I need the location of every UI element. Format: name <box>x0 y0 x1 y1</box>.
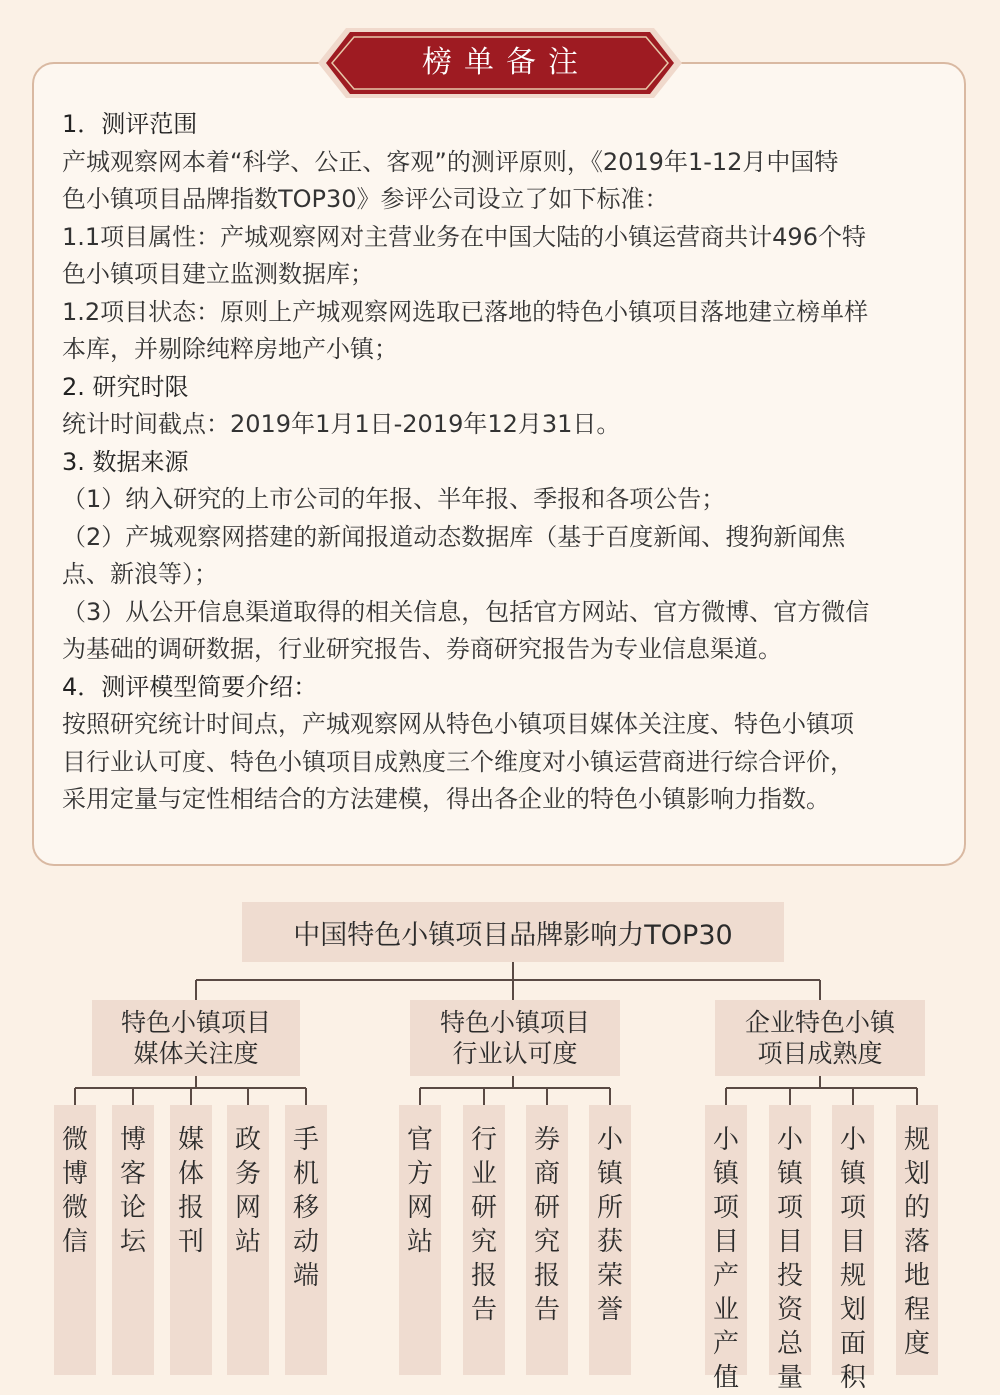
notes-line: （1）纳入研究的上市公司的年报、半年报、季报和各项公告； <box>62 485 726 513</box>
notes-line: （3）从公开信息渠道取得的相关信息，包括官方网站、官方微博、官方微信 <box>62 597 870 626</box>
leaf-label: 媒体报刊 <box>178 1125 205 1257</box>
category-label-line2: 行业认可度 <box>452 1039 578 1068</box>
notes-line: 采用定量与定性相结合的方法建模，得出各企业的特色小镇影响力指数。 <box>62 785 830 813</box>
root-node: 中国特色小镇项目品牌影响力TOP30 <box>242 902 784 962</box>
notes-line: 2. 研究时限 <box>62 372 189 401</box>
leaf-label: 小镇项目投资总量 <box>777 1125 804 1393</box>
banner-title: 榜单备注 <box>422 45 590 80</box>
leaf-label: 券商研究报告 <box>534 1125 561 1325</box>
leaf-label: 政务网站 <box>235 1125 262 1257</box>
category-label-line1: 特色小镇项目 <box>439 1008 590 1037</box>
leaf-label: 小镇项目产业产值 <box>713 1125 740 1393</box>
notes-line: 目行业认可度、特色小镇项目成熟度三个维度对小镇运营商进行综合评价， <box>62 747 854 776</box>
notes-line: 1.1项目属性：产城观察网对主营业务在中国大陆的小镇运营商共计496个特 <box>62 222 866 251</box>
leaf-node <box>589 1105 631 1375</box>
notes-line: 1.2项目状态：原则上产城观察网选取已落地的特色小镇项目落地建立榜单样 <box>62 297 869 326</box>
notes-line: （2）产城观察网搭建的新闻报道动态数据库（基于百度新闻、搜狗新闻焦 <box>62 522 846 551</box>
leaf-label: 微博微信 <box>62 1125 89 1257</box>
notes-line: 本库，并剔除纯粹房地产小镇； <box>62 335 398 363</box>
leaf-node <box>170 1105 212 1375</box>
leaf-label: 官方网站 <box>407 1125 434 1257</box>
leaf-node <box>896 1105 938 1375</box>
leaf-label: 小镇项目规划面积 <box>840 1125 867 1393</box>
category-label-line1: 特色小镇项目 <box>120 1008 271 1037</box>
leaf-label: 博客论坛 <box>120 1125 147 1257</box>
notes-line: 色小镇项目建立监测数据库； <box>62 260 374 288</box>
category-label-line1: 企业特色小镇 <box>744 1008 895 1037</box>
leaf-label: 手机移动端 <box>293 1125 320 1291</box>
leaf-node <box>705 1105 747 1393</box>
leaf-label: 小镇所获荣誉 <box>597 1125 624 1325</box>
notes-line: 4．测评模型简要介绍： <box>62 672 318 701</box>
category-node-industry-recognition <box>410 1000 620 1076</box>
leaf-node <box>769 1105 811 1393</box>
leaf-node <box>399 1105 441 1375</box>
notes-body <box>62 106 942 819</box>
notes-line: 3. 数据来源 <box>62 447 189 476</box>
leaf-node <box>285 1105 327 1375</box>
notes-line: 1．测评范围 <box>62 110 198 138</box>
notes-line: 按照研究统计时间点，产城观察网从特色小镇项目媒体关注度、特色小镇项 <box>62 710 854 738</box>
leaf-node <box>112 1105 154 1375</box>
leaf-node <box>227 1105 269 1375</box>
hierarchy-diagram <box>0 880 1000 1395</box>
leaf-node <box>54 1105 96 1375</box>
notes-line: 点、新浪等）； <box>62 560 218 588</box>
leaf-node <box>832 1105 874 1393</box>
category-node-media-attention <box>92 1000 300 1076</box>
notes-line: 为基础的调研数据，行业研究报告、券商研究报告为专业信息渠道。 <box>62 635 782 663</box>
banner <box>318 28 682 98</box>
notes-line: 产城观察网本着“科学、公正、客观”的测评原则，《2019年1-12月中国特 <box>62 147 839 176</box>
leaf-node <box>463 1105 505 1375</box>
leaf-label: 规划的落地程度 <box>904 1125 931 1359</box>
notes-line: 色小镇项目品牌指数TOP30》参评公司设立了如下标准： <box>62 185 669 213</box>
leaf-label: 行业研究报告 <box>471 1125 498 1325</box>
category-label-line2: 媒体关注度 <box>133 1039 259 1068</box>
category-node-project-maturity <box>715 1000 925 1076</box>
leaf-node <box>526 1105 568 1375</box>
notes-line: 统计时间截点：2019年1月1日-2019年12月31日。 <box>62 410 621 438</box>
category-label-line2: 项目成熟度 <box>757 1039 883 1068</box>
